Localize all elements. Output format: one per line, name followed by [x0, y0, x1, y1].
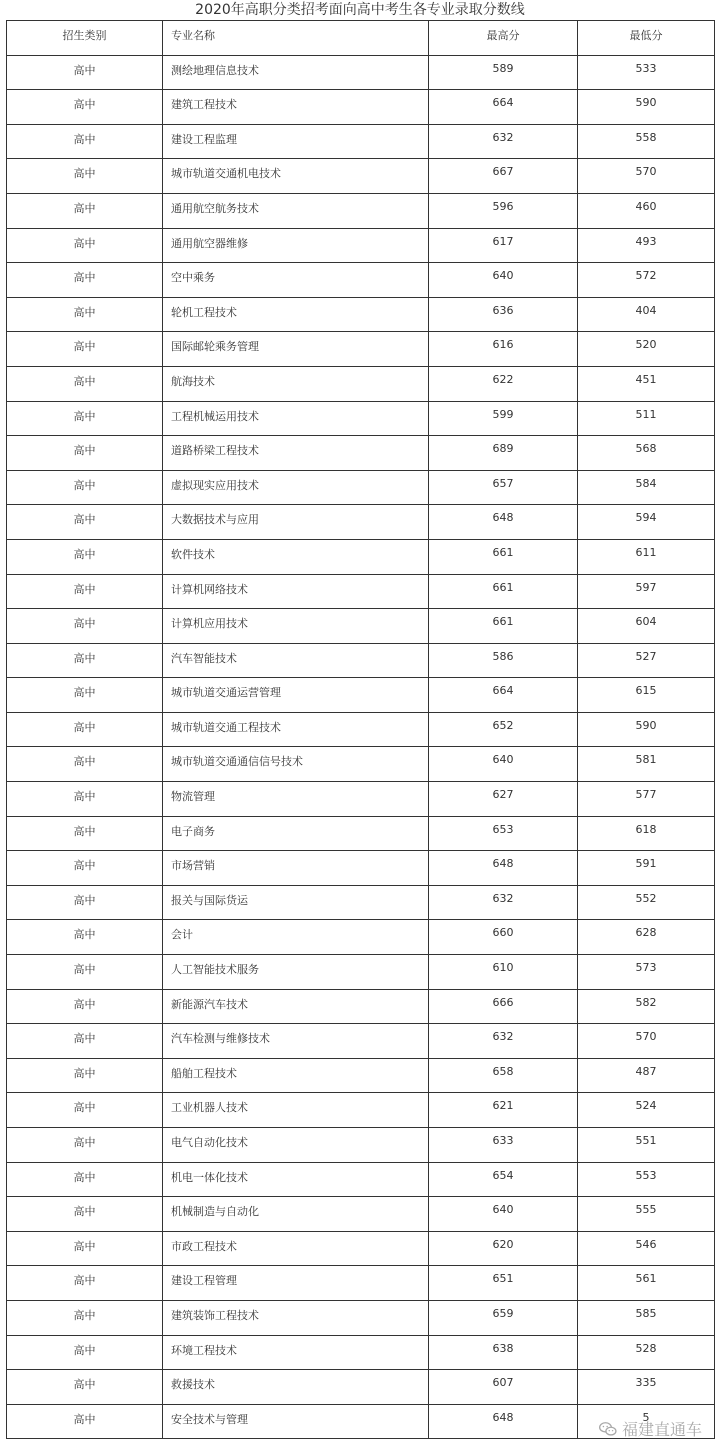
cell-min-score: 555: [578, 1197, 715, 1232]
cell-max-score: 586: [429, 643, 578, 678]
table-row: [7, 1162, 715, 1197]
cell-max-score: 632: [429, 1024, 578, 1059]
cell-category: 高中: [7, 193, 163, 228]
cell-major: 会计: [163, 920, 429, 955]
table-row: [7, 539, 715, 574]
table-row: [7, 297, 715, 332]
cell-min-score: 558: [578, 124, 715, 159]
cell-min-score: 582: [578, 989, 715, 1024]
cell-major: 国际邮轮乘务管理: [163, 332, 429, 367]
cell-category: 高中: [7, 1197, 163, 1232]
table-row: [7, 1058, 715, 1093]
cell-major: 市场营销: [163, 851, 429, 886]
cell-category: 高中: [7, 401, 163, 436]
table-row: [7, 1266, 715, 1301]
header-category: 招生类别: [7, 21, 163, 56]
cell-major: 电子商务: [163, 816, 429, 851]
cell-min-score: 590: [578, 712, 715, 747]
cell-category: 高中: [7, 1093, 163, 1128]
cell-min-score: 581: [578, 747, 715, 782]
cell-max-score: 610: [429, 955, 578, 990]
cell-min-score: 615: [578, 678, 715, 713]
cell-max-score: 661: [429, 539, 578, 574]
cell-max-score: 658: [429, 1058, 578, 1093]
cell-category: 高中: [7, 366, 163, 401]
table-header-row: [7, 21, 715, 56]
table-row: [7, 470, 715, 505]
cell-major: 机电一体化技术: [163, 1162, 429, 1197]
cell-major: 建筑工程技术: [163, 90, 429, 125]
table-row: [7, 159, 715, 194]
cell-min-score: 570: [578, 159, 715, 194]
cell-major: 汽车检测与维修技术: [163, 1024, 429, 1059]
table-row: [7, 193, 715, 228]
cell-min-score: 577: [578, 782, 715, 817]
table-row: [7, 1197, 715, 1232]
cell-category: 高中: [7, 436, 163, 471]
table-row: [7, 885, 715, 920]
cell-major: 建筑装饰工程技术: [163, 1300, 429, 1335]
table-row: [7, 643, 715, 678]
cell-max-score: 661: [429, 609, 578, 644]
cell-category: 高中: [7, 609, 163, 644]
cell-max-score: 632: [429, 885, 578, 920]
cell-max-score: 667: [429, 159, 578, 194]
table-row: [7, 989, 715, 1024]
cell-max-score: 653: [429, 816, 578, 851]
cell-category: 高中: [7, 228, 163, 263]
cell-major: 机械制造与自动化: [163, 1197, 429, 1232]
cell-major: 通用航空航务技术: [163, 193, 429, 228]
cell-major: 人工智能技术服务: [163, 955, 429, 990]
cell-max-score: 607: [429, 1370, 578, 1405]
table-row: [7, 332, 715, 367]
table-row: [7, 920, 715, 955]
cell-category: 高中: [7, 574, 163, 609]
cell-major: 工业机器人技术: [163, 1093, 429, 1128]
cell-max-score: 652: [429, 712, 578, 747]
cell-major: 新能源汽车技术: [163, 989, 429, 1024]
cell-major: 城市轨道交通运营管理: [163, 678, 429, 713]
table-row: [7, 228, 715, 263]
cell-max-score: 648: [429, 1404, 578, 1439]
cell-max-score: 632: [429, 124, 578, 159]
cell-max-score: 638: [429, 1335, 578, 1370]
cell-category: 高中: [7, 470, 163, 505]
cell-category: 高中: [7, 297, 163, 332]
cell-major: 轮机工程技术: [163, 297, 429, 332]
table-row: [7, 712, 715, 747]
cell-max-score: 654: [429, 1162, 578, 1197]
table-row: [7, 955, 715, 990]
table-row: [7, 401, 715, 436]
cell-category: 高中: [7, 90, 163, 125]
wechat-icon: [598, 1419, 618, 1439]
cell-max-score: 636: [429, 297, 578, 332]
cell-max-score: 664: [429, 678, 578, 713]
cell-max-score: 660: [429, 920, 578, 955]
cell-category: 高中: [7, 920, 163, 955]
table-row: [7, 747, 715, 782]
cell-min-score: 591: [578, 851, 715, 886]
cell-category: 高中: [7, 1404, 163, 1439]
cell-category: 高中: [7, 747, 163, 782]
cell-min-score: 552: [578, 885, 715, 920]
cell-min-score: 628: [578, 920, 715, 955]
cell-category: 高中: [7, 989, 163, 1024]
cell-min-score: 546: [578, 1231, 715, 1266]
cell-category: 高中: [7, 712, 163, 747]
cell-max-score: 596: [429, 193, 578, 228]
cell-category: 高中: [7, 1231, 163, 1266]
header-major: 专业名称: [163, 21, 429, 56]
cell-category: 高中: [7, 159, 163, 194]
cell-max-score: 599: [429, 401, 578, 436]
cell-min-score: 584: [578, 470, 715, 505]
cell-major: 报关与国际货运: [163, 885, 429, 920]
cell-major: 道路桥梁工程技术: [163, 436, 429, 471]
cell-category: 高中: [7, 851, 163, 886]
table-row: [7, 574, 715, 609]
cell-category: 高中: [7, 782, 163, 817]
cell-min-score: 573: [578, 955, 715, 990]
cell-category: 高中: [7, 955, 163, 990]
cell-category: 高中: [7, 263, 163, 298]
cell-category: 高中: [7, 1335, 163, 1370]
watermark-text: 福建直通车: [621, 1420, 702, 1439]
cell-category: 高中: [7, 1266, 163, 1301]
cell-max-score: 664: [429, 90, 578, 125]
table-row: [7, 851, 715, 886]
score-table: [6, 20, 715, 1439]
table-row: [7, 263, 715, 298]
cell-min-score: 594: [578, 505, 715, 540]
cell-major: 环境工程技术: [163, 1335, 429, 1370]
cell-max-score: 689: [429, 436, 578, 471]
table-row: [7, 124, 715, 159]
cell-major: 电气自动化技术: [163, 1128, 429, 1163]
cell-major: 市政工程技术: [163, 1231, 429, 1266]
cell-major: 建设工程监理: [163, 124, 429, 159]
cell-max-score: 620: [429, 1231, 578, 1266]
header-max-score: 最高分: [429, 21, 578, 56]
table-row: [7, 366, 715, 401]
cell-min-score: 572: [578, 263, 715, 298]
cell-category: 高中: [7, 539, 163, 574]
cell-min-score: 590: [578, 90, 715, 125]
cell-category: 高中: [7, 55, 163, 90]
table-row: [7, 1093, 715, 1128]
cell-major: 汽车智能技术: [163, 643, 429, 678]
cell-min-score: 611: [578, 539, 715, 574]
cell-min-score: 604: [578, 609, 715, 644]
cell-category: 高中: [7, 124, 163, 159]
cell-max-score: 666: [429, 989, 578, 1024]
cell-category: 高中: [7, 678, 163, 713]
cell-min-score: 487: [578, 1058, 715, 1093]
cell-min-score: 618: [578, 816, 715, 851]
cell-min-score: 568: [578, 436, 715, 471]
cell-max-score: 589: [429, 55, 578, 90]
watermark: [598, 1417, 702, 1440]
cell-category: 高中: [7, 1024, 163, 1059]
cell-min-score: 528: [578, 1335, 715, 1370]
page-title: 2020年高职分类招考面向高中考生各专业录取分数线: [195, 2, 525, 18]
cell-major: 计算机网络技术: [163, 574, 429, 609]
table-row: [7, 678, 715, 713]
table-row: [7, 1335, 715, 1370]
table-body: [7, 55, 715, 1439]
cell-category: 高中: [7, 643, 163, 678]
cell-major: 软件技术: [163, 539, 429, 574]
cell-max-score: 622: [429, 366, 578, 401]
cell-max-score: 648: [429, 505, 578, 540]
cell-min-score: 404: [578, 297, 715, 332]
cell-min-score: 585: [578, 1300, 715, 1335]
cell-major: 物流管理: [163, 782, 429, 817]
cell-min-score: 335: [578, 1370, 715, 1405]
cell-min-score: 524: [578, 1093, 715, 1128]
cell-major: 工程机械运用技术: [163, 401, 429, 436]
cell-major: 大数据技术与应用: [163, 505, 429, 540]
header-min-score: 最低分: [578, 21, 715, 56]
cell-major: 建设工程管理: [163, 1266, 429, 1301]
cell-major: 安全技术与管理: [163, 1404, 429, 1439]
table-row: [7, 90, 715, 125]
cell-major: 航海技术: [163, 366, 429, 401]
cell-major: 空中乘务: [163, 263, 429, 298]
cell-min-score: 527: [578, 643, 715, 678]
cell-min-score: 5: [578, 1404, 715, 1439]
cell-min-score: 451: [578, 366, 715, 401]
cell-major: 计算机应用技术: [163, 609, 429, 644]
cell-major: 城市轨道交通机电技术: [163, 159, 429, 194]
cell-max-score: 617: [429, 228, 578, 263]
table-row: [7, 609, 715, 644]
table-row: [7, 1231, 715, 1266]
cell-min-score: 493: [578, 228, 715, 263]
cell-category: 高中: [7, 1370, 163, 1405]
table-row: [7, 782, 715, 817]
cell-max-score: 651: [429, 1266, 578, 1301]
cell-category: 高中: [7, 1058, 163, 1093]
table-row: [7, 436, 715, 471]
cell-max-score: 616: [429, 332, 578, 367]
cell-min-score: 533: [578, 55, 715, 90]
cell-min-score: 511: [578, 401, 715, 436]
cell-major: 虚拟现实应用技术: [163, 470, 429, 505]
cell-major: 救援技术: [163, 1370, 429, 1405]
cell-major: 城市轨道交通工程技术: [163, 712, 429, 747]
cell-min-score: 551: [578, 1128, 715, 1163]
table-row: [7, 505, 715, 540]
cell-min-score: 460: [578, 193, 715, 228]
cell-min-score: 520: [578, 332, 715, 367]
cell-max-score: 659: [429, 1300, 578, 1335]
cell-category: 高中: [7, 1300, 163, 1335]
cell-major: 船舶工程技术: [163, 1058, 429, 1093]
cell-max-score: 661: [429, 574, 578, 609]
cell-category: 高中: [7, 332, 163, 367]
table-row: [7, 55, 715, 90]
table-row: [7, 816, 715, 851]
cell-category: 高中: [7, 816, 163, 851]
cell-major: 通用航空器维修: [163, 228, 429, 263]
table-row: [7, 1300, 715, 1335]
cell-max-score: 648: [429, 851, 578, 886]
cell-max-score: 640: [429, 747, 578, 782]
cell-max-score: 627: [429, 782, 578, 817]
cell-max-score: 633: [429, 1128, 578, 1163]
cell-min-score: 570: [578, 1024, 715, 1059]
cell-category: 高中: [7, 1128, 163, 1163]
cell-min-score: 553: [578, 1162, 715, 1197]
cell-min-score: 561: [578, 1266, 715, 1301]
cell-category: 高中: [7, 1162, 163, 1197]
table-row: [7, 1024, 715, 1059]
cell-max-score: 640: [429, 1197, 578, 1232]
cell-major: 测绘地理信息技术: [163, 55, 429, 90]
cell-category: 高中: [7, 885, 163, 920]
cell-max-score: 640: [429, 263, 578, 298]
cell-max-score: 621: [429, 1093, 578, 1128]
table-row: [7, 1128, 715, 1163]
cell-max-score: 657: [429, 470, 578, 505]
cell-major: 城市轨道交通通信信号技术: [163, 747, 429, 782]
table-row: [7, 1370, 715, 1405]
cell-min-score: 597: [578, 574, 715, 609]
cell-category: 高中: [7, 505, 163, 540]
